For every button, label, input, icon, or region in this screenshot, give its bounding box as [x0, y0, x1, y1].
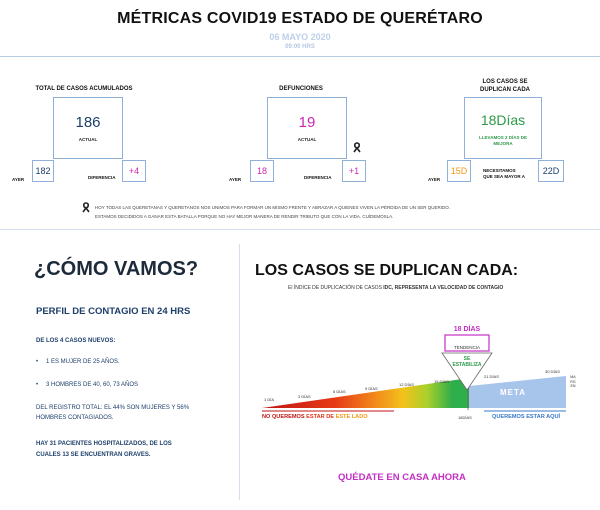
tick-label: 3 DÍAS	[298, 394, 311, 399]
marker-18-label: 18DÍAS	[458, 415, 472, 420]
condolence-note-line1: HOY TODAS LAS QUERETANAS Y QUERETANOS NOS UNIMOS PARA FORMAR UN MISMO FRENTE Y ABRAZAR A QUIENES VIVEN LA PÉRDIDA DE UN SER QUERIDO.	[95, 205, 450, 210]
deaths-yesterday-value: 18	[250, 160, 274, 182]
mourning-ribbon-icon	[353, 142, 361, 153]
doubling-yesterday-label: AYER	[428, 177, 441, 182]
estabiliza-line2: ESTABILIZA	[452, 362, 482, 368]
mourning-ribbon-icon	[82, 202, 90, 213]
doubling-need-line2: QUE SEA MAYOR A	[483, 174, 526, 179]
cases-actual-value: 186	[75, 114, 101, 131]
bullet-1-text: 1 ES MUJER DE 25 AÑOS.	[46, 359, 120, 365]
doubling-need-value: 22D	[538, 160, 564, 182]
meta-label: META	[500, 388, 527, 397]
estabiliza-line1: SE	[463, 356, 471, 362]
new-cases-text: DE LOS 4 CASOS NUEVOS:	[36, 338, 116, 344]
deaths-label: DEFUNCIONES	[279, 86, 323, 92]
doubling-actual-box	[464, 97, 542, 159]
bullet-point: •	[36, 382, 39, 388]
duplican-subtitle-b: IDC, REPRESENTA LA VELOCIDAD DE CONTAGIO	[383, 285, 504, 291]
bullet-point: •	[36, 359, 39, 365]
header-divider	[0, 56, 600, 57]
cases-label: TOTAL DE CASOS ACUMULADOS	[35, 86, 133, 92]
tendencia-label: TENDENCIA	[453, 345, 480, 350]
column-divider	[239, 244, 240, 500]
quedate-en-casa: QUÉDATE EN CASA AHORA	[338, 472, 466, 483]
bullet-2-text: 3 HOMBRES DE 40, 60, 73 AÑOS	[46, 382, 139, 388]
cases-yesterday-value: 182	[32, 160, 54, 182]
deaths-actual-box	[267, 97, 347, 159]
duplican-subtitle-a: El ÍNDICE DE DUPLICACIÓN DE CASOS	[288, 285, 382, 291]
tick-label: 30 DÍAS	[545, 369, 560, 374]
cases-actual-label: ACTUAL	[78, 137, 98, 142]
registro-line1: DEL REGISTRO TOTAL: EL 44% SON MUJERES Y 56%	[36, 405, 190, 411]
cases-diff-label: DIFERENCIA	[88, 175, 116, 180]
duplican-heading: LOS CASOS SE DUPLICAN CADA:	[255, 262, 519, 279]
doubling-need-line1: NECESITAMOS	[483, 168, 516, 173]
no-queremos-text	[262, 414, 368, 420]
no-queremos-c: ESTE LADO	[335, 414, 368, 420]
hosp-line1: HAY 31 PACIENTES HOSPITALIZADOS, DE LOS	[36, 441, 172, 447]
doubling-actual-value: 18Días	[480, 112, 526, 128]
queremos-text: QUEREMOS ESTAR AQUÍ	[492, 414, 561, 420]
registro-line2: HOMBRES CONTAGIADOS.	[36, 415, 114, 421]
report-date: 06 MAYO 2020	[269, 32, 331, 42]
deaths-actual-label: ACTUAL	[297, 137, 317, 142]
cases-actual-box	[53, 97, 123, 159]
doubling-scale-graphic	[244, 300, 594, 460]
duplican-subtitle	[288, 285, 503, 291]
cases-yesterday-label: AYER	[12, 177, 25, 182]
section-divider	[0, 229, 600, 230]
perfil-heading: PERFIL DE CONTAGIO EN 24 HRS	[36, 306, 191, 317]
deaths-yesterday-label: AYER	[229, 177, 242, 182]
cases-diff-value: +4	[122, 160, 146, 182]
doubling-sub-line1: LLEVAMOS 2 DÍAS DE	[479, 135, 527, 140]
como-vamos-heading: ¿CÓMO VAMOS?	[34, 258, 199, 280]
tick-label: 6 DÍAS	[333, 389, 346, 394]
current-doubling-label: 18 DÍAS	[453, 326, 481, 333]
deaths-diff-value: +1	[342, 160, 366, 182]
doubling-label-line2: DUPLICAN CADA	[480, 87, 530, 93]
condolence-note-line2: ESTAMOS DECIDIDOS A GANAR ESTA BATALLA PORQUE NO HAY MEJOR MANERA DE RENDIR TRIBUTO QUE CON LA VIDA. CUÍDEMOSLA.	[95, 214, 394, 219]
deaths-actual-value: 19	[298, 114, 316, 131]
no-queremos-b: ESTAR DE	[306, 414, 335, 420]
tick-label: 9 DÍAS	[365, 386, 378, 391]
doubling-label-line1: LOS CASOS SE	[482, 79, 528, 85]
report-time: 09:00 HRS	[285, 44, 315, 50]
deaths-diff-label: DIFERENCIA	[304, 175, 332, 180]
tick-label: 12 DÍAS	[399, 382, 414, 387]
no-queremos-a: NO QUEREMOS	[262, 414, 305, 420]
margen-label: MARGEN	[570, 375, 576, 389]
tick-label: 15 DÍAS	[434, 379, 449, 384]
doubling-yesterday-value: 15D	[447, 160, 471, 182]
hosp-line2: CUALES 13 SE ENCUENTRAN GRAVES.	[36, 452, 151, 458]
tick-label: 1 DÍA	[264, 397, 275, 402]
page-title: MÉTRICAS COVID19 ESTADO DE QUERÉTARO	[117, 10, 483, 27]
doubling-sub-line2: MEJORA	[493, 141, 513, 146]
tick-label: 21 DÍAS	[484, 374, 499, 379]
